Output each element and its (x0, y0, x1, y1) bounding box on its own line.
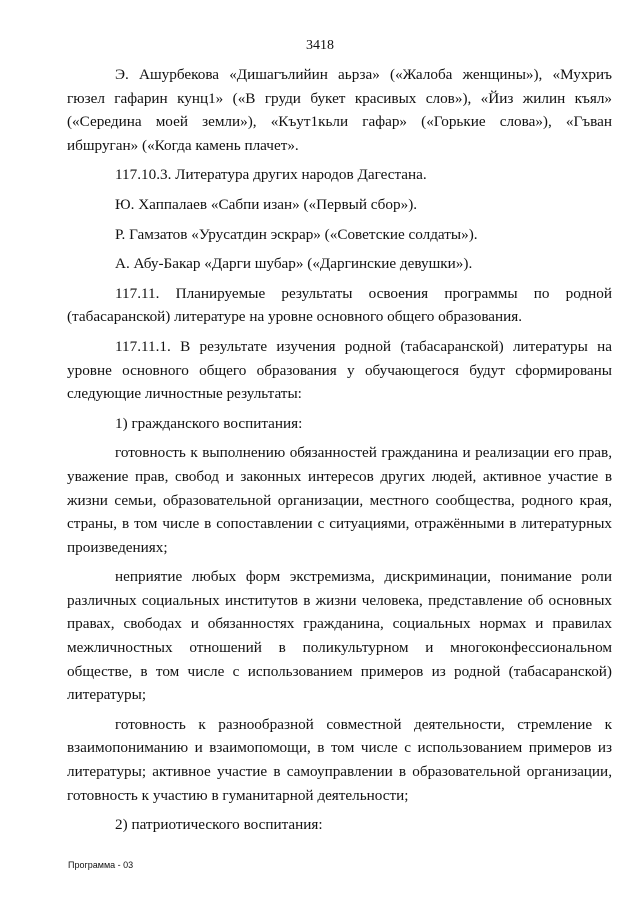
paragraph-civic-readiness: готовность к выполнению обязанностей гражданина и реализации его прав, уважение прав, свобод и законных интересов других людей, активное участие в жизни семьи, образовательной организации, местного сообщества, родного края, страны, в том числе в сопоставлении с ситуациями, отражёнными в литературных произведениях; (67, 444, 612, 556)
list-item-gamzatov: Р. Гамзатов «Урусатдин эскрар» («Советские солдаты»). (115, 225, 478, 243)
page-number: 3418 (306, 38, 334, 53)
footer-program-label: Программа - 03 (68, 860, 134, 870)
list-item-khappalaev: Ю. Хаппалаев «Сабпи изан» («Первый сбор»). (115, 195, 418, 213)
section-heading-117-11-1: 117.11.1. В результате изучения родной (табасаранской) литературы на уровне основного общего образования у обучающегося будут сформированы следующие личностные результаты: (67, 337, 612, 403)
paragraph-extremism-rejection: неприятие любых форм экстремизма, дискриминации, понимание роли различных социальных институтов в жизни человека, представление об основных правах, свободах и обязанностях гражданина, социальных нормах и правилах межличностных отношений в поликультурном и многоконфессиональном обществе, в том числе с использованием примеров из родной (табасаранской) литературы; (67, 568, 612, 704)
paragraph-authors-works: Э. Ашурбекова «Дишагълийин аьрза» («Жалоба женщины»), «Мухриъ гюзел гафарин кунц1» («В груди букет красивых слов»), «Йиз жилин къял» («Середина моей земли»), «Къут1кьли гафар» («Горькие слова»), «Гъван ибшруган» («Когда камень плачет». (67, 66, 612, 154)
list-item-abu-bakar: А. Абу-Бакар «Дарги шубар» («Даргинские девушки»). (115, 255, 473, 273)
paragraph-joint-activity: готовность к разнообразной совместной деятельности, стремление к взаимопониманию и взаимопомощи, в том числе с использованием примеров из литературы; активное участие в самоуправлении в образовательной организации, готовность к участию в гуманитарной деятельности; (67, 715, 612, 804)
section-heading-117-10-3: 117.10.3. Литература других народов Дагестана. (115, 166, 427, 184)
section-heading-117-11: 117.11. Планируемые результаты освоения программы по родной (табасаранской) литературе на уровне основного общего образования. (67, 284, 612, 326)
subheading-patriotic-education: 2) патриотического воспитания: (115, 816, 323, 834)
document-body (67, 63, 612, 837)
subheading-civic-education: 1) гражданского воспитания: (115, 414, 303, 432)
